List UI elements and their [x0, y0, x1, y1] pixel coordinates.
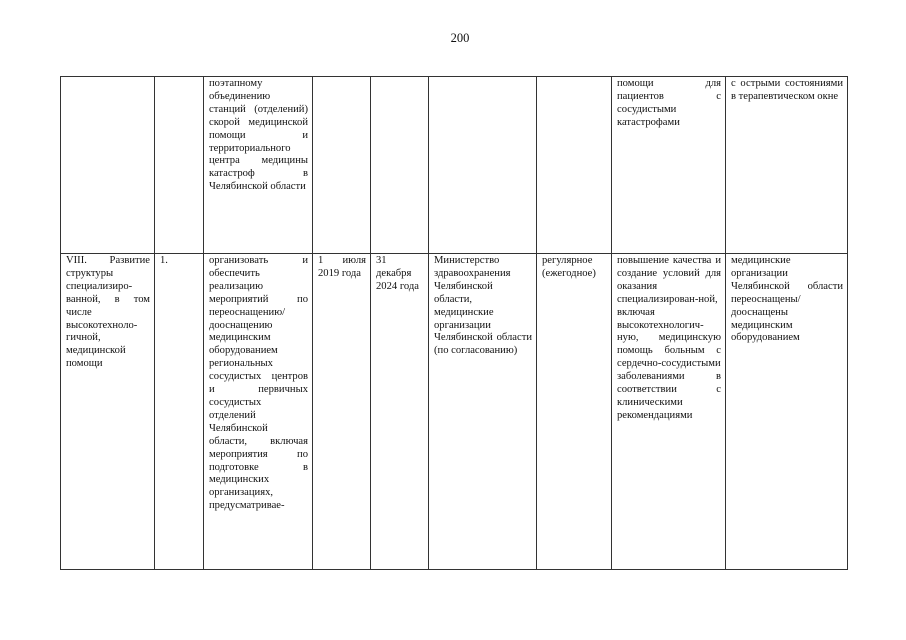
activity-cell: организовать и обеспечить реализацию мероприятий по переоснащению/ дооснащению медицинским оборудованием региональных сосудистых центров и первичных сосудистых отделений Челябинской области, включая мероприятия по подготовке в медицинских организациях, предусматривае- — [204, 254, 313, 570]
indicator-cell: медицинские организации Челябинской области переоснащены/ дооснащены медицинским оборудованием — [726, 254, 848, 570]
section-cell: VIII. Развитие структуры специализиро-ванной, в том числе высокотехноло-гичной, медицинской помощи — [61, 254, 155, 570]
indicator-cell: с острыми состояниями в терапевтическом окне — [726, 77, 848, 254]
periodicity-cell — [537, 77, 612, 254]
number-cell: 1. — [155, 254, 204, 570]
measures-table — [60, 76, 848, 570]
number-cell — [155, 77, 204, 254]
result-cell: помощи для пациентов с сосудистыми катастрофами — [612, 77, 726, 254]
start-date-cell: 1 июля 2019 года — [313, 254, 371, 570]
end-date-cell — [371, 77, 429, 254]
activity-cell: поэтапному объединению станций (отделений) скорой медицинской помощи и территориального центра медицины катастроф в Челябинской области — [204, 77, 313, 254]
responsible-cell: Министерство здравоохранения Челябинской области, медицинские организации Челябинской области (по согласованию) — [429, 254, 537, 570]
periodicity-cell: регулярное (ежегодное) — [537, 254, 612, 570]
page-number: 200 — [450, 31, 470, 45]
table-row — [61, 77, 848, 254]
result-cell: повышение качества и создание условий для оказания специализирован-ной, включая высокотехнологич-ную, медицинскую помощь больным с сердечно-сосудистыми заболеваниями в соответствии с клиническими рекомендациями — [612, 254, 726, 570]
start-date-cell — [313, 77, 371, 254]
table-row — [61, 254, 848, 570]
responsible-cell — [429, 77, 537, 254]
section-cell — [61, 77, 155, 254]
end-date-cell: 31 декабря 2024 года — [371, 254, 429, 570]
